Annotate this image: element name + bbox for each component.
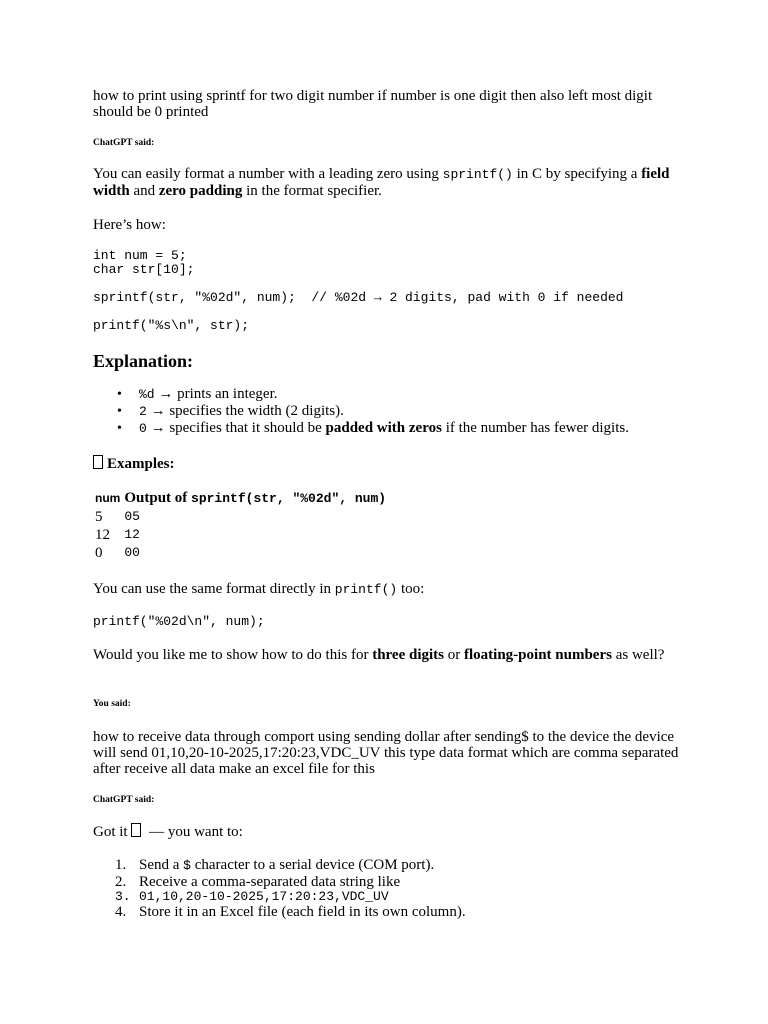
answer-intro [93,166,683,199]
list-item [93,386,693,403]
speaker-label-chatgpt: ChatGPT said: [93,795,155,805]
step-text-a: Receive a comma-separated data string like [139,874,401,890]
bullet-text: specifies that it should be [169,420,326,436]
same-format-text-b: too: [397,581,425,597]
step-text-a: Send a [139,857,184,873]
column-header-num: num [95,491,121,505]
explanation-heading: Explanation: [93,351,194,371]
got-it-text-a: Got it [93,824,132,840]
code-line: char str[10]; [93,262,195,277]
list-item [93,904,693,920]
speaker-label-user: You said: [93,699,131,709]
inline-code: %d [139,387,155,402]
list-item [93,874,693,890]
cell-num: 0 [95,545,103,561]
bold-zero-padding: zero padding [158,183,243,199]
inline-code: 2 [139,404,147,419]
answer-intro-text-c: and [129,183,159,199]
table-row [93,526,388,544]
code-block-declarations [93,249,194,277]
bullet-tail-text: if the number has fewer digits. [441,420,629,436]
bullet-dot-icon: • [117,404,122,419]
column-header-output [122,489,388,508]
list-item [93,857,693,874]
followup-question [93,647,683,663]
code-block-printf: printf("%s\n", str); [93,318,250,333]
step-code: 01,10,20-10-2025,17:20:23,VDC_UV [139,889,389,904]
heres-how-text: Here’s how: [93,217,166,233]
list-number: 2. [115,874,127,890]
same-format-text-a: You can use the same format directly in [93,581,335,597]
table-row [93,508,388,526]
missing-glyph-icon [93,455,103,469]
user-message-1: how to print using sprintf for two digit number if number is one digit then also left most digit should be 0 printed [93,88,653,120]
inline-code-dollar: $ [183,858,191,873]
list-item [93,890,693,904]
code-block-printf-direct: printf("%02d\n", num); [93,614,265,629]
step-text-a: Store it in an Excel file (each field in its own column). [139,904,466,920]
inline-code: 0 [139,421,147,436]
table-header-row [93,489,388,508]
list-number: 3. [115,889,131,904]
bold-field-width: field width [93,166,670,199]
answer-intro-text-a: You can easily format a number with a leading zero using [93,166,443,182]
cell-output: 00 [124,545,140,560]
followup-text-c: as well? [611,647,665,663]
list-number: 1. [115,857,127,873]
followup-text-a: Would you like me to show how to do this for [93,647,373,663]
bullet-text: prints an integer. [177,386,278,402]
table-row [93,544,388,562]
step-text-b: character to a serial device (COM port). [190,857,435,873]
explanation-list [93,386,693,437]
bold-padded-with-zeros: padded with zeros [325,420,442,436]
arrow-text: → [154,386,178,402]
code-block-sprintf: sprintf(str, "%02d", num); // %02d → 2 digits, pad with 0 if needed [93,290,624,305]
answer-intro-text-d: in the format specifier. [242,183,382,199]
user-message-2: how to receive data through comport using sending dollar after sending$ to the device the device will send 01,10,20-10-2025,17:20:23,VDC_UV this type data format which are comma separated after receive all data make an excel file for this [93,729,679,777]
steps-list [93,857,693,920]
list-item [93,420,693,437]
column-header-output-text: Output of [124,490,192,506]
followup-text-b: or [444,647,465,663]
bullet-dot-icon: • [117,421,122,436]
missing-glyph-icon [131,823,141,837]
got-it-text-b: — you want to: [145,824,243,840]
speaker-label-chatgpt: ChatGPT said: [93,138,155,148]
cell-num: 5 [95,509,103,525]
cell-num: 12 [95,527,110,543]
inline-code-printf: printf() [334,582,398,597]
arrow-text: → [146,403,170,419]
bold-floating-point: floating-point numbers [464,647,612,663]
bullet-text: specifies the width (2 digits). [169,403,344,419]
got-it-text [93,823,683,840]
examples-heading [93,455,175,473]
arrow-text: → [146,420,170,436]
same-format-text [93,581,683,598]
cell-output: 05 [124,509,140,524]
bullet-dot-icon: • [117,387,122,402]
list-number: 4. [115,904,127,920]
column-header-output-code: sprintf(str, "%02d", num) [191,491,387,506]
answer-intro-text-b: in C by specifying a [512,166,642,182]
code-line: int num = 5; [93,248,187,263]
bold-three-digits: three digits [372,647,445,663]
inline-code-sprintf: sprintf() [442,167,513,182]
examples-heading-text: Examples: [107,456,175,472]
list-item [93,403,693,420]
cell-output: 12 [124,527,140,542]
examples-table [93,489,388,562]
